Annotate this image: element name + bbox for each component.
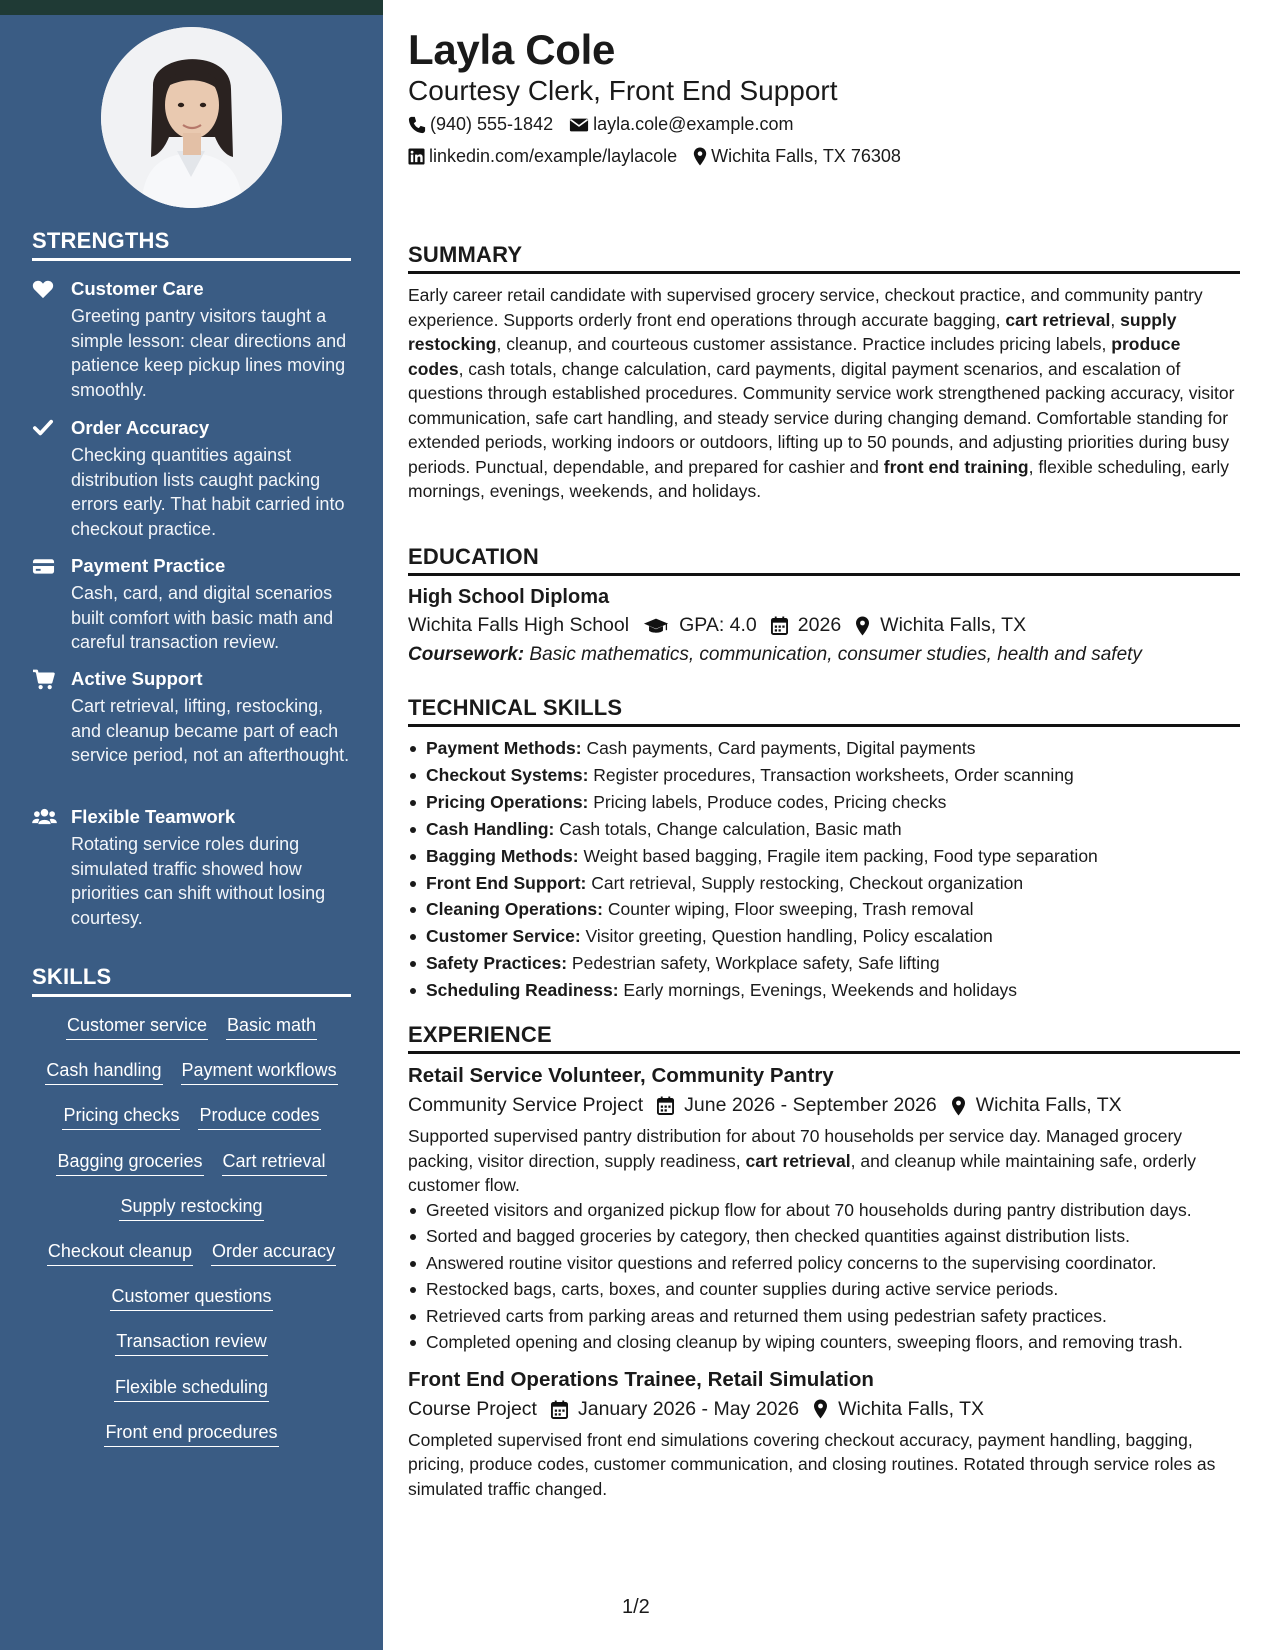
- text-run: ,: [1110, 309, 1121, 330]
- skill-category: Front End Support:: [426, 872, 587, 893]
- skill-category: Bagging Methods:: [426, 845, 579, 866]
- skill-values: Pricing labels, Produce codes, Pricing checks: [588, 791, 947, 812]
- skill-row: [32, 1375, 351, 1420]
- experience-bullet: Greeted visitors and organized pickup flow for about 70 households during pantry distribution days.: [408, 1198, 1240, 1223]
- school-location: Wichita Falls, TX: [880, 614, 1027, 636]
- skill-category: Customer Service:: [426, 926, 581, 947]
- shopping-cart-icon: [32, 669, 56, 691]
- job-organization: Course Project: [408, 1397, 537, 1420]
- skill-category: Checkout Systems:: [426, 764, 589, 785]
- job-summary: [408, 1124, 1240, 1198]
- experience-bullet: Sorted and bagged groceries by category, then checked quantities against distribution lists.: [408, 1224, 1240, 1249]
- coursework-text: Basic mathematics, communication, consumer studies, health and safety: [524, 644, 1142, 665]
- strengths-section: [32, 228, 351, 928]
- technical-skill-item: [408, 735, 1240, 762]
- strength-title: Customer Care: [71, 278, 204, 299]
- skill-category: Pricing Operations:: [426, 791, 589, 812]
- bold-keyword: cart retrieval: [1005, 309, 1111, 330]
- skill-category: Cleaning Operations:: [426, 899, 603, 920]
- skill-tag: Transaction review: [115, 1329, 267, 1356]
- graduation-year: 2026: [797, 614, 842, 636]
- text-run: , and cleanup while maintaining safe, orderly customer flow.: [408, 1150, 1196, 1195]
- technical-skill-item: [408, 977, 1240, 1004]
- education-meta: [408, 614, 1240, 637]
- skill-row: [32, 1329, 351, 1374]
- sidebar-top-bar: [0, 0, 383, 15]
- strength-description: Greeting pantry visitors taught a simple lesson: clear directions and patience keep pickup lines moving smoothly.: [71, 306, 347, 400]
- graduation-cap-icon: [643, 617, 669, 635]
- coursework-label: Coursework:: [408, 644, 525, 665]
- experience-section: [408, 1022, 1240, 1501]
- sidebar: [0, 0, 383, 1650]
- email-text[interactable]: layla.cole@example.com: [593, 114, 794, 134]
- gpa: GPA: 4.0: [679, 614, 757, 636]
- map-pin-icon: [813, 1399, 828, 1419]
- page-number: 1/2: [622, 1596, 650, 1618]
- job-meta: [408, 1094, 1240, 1117]
- bold-keyword: front end training: [883, 456, 1029, 477]
- strength-description: Checking quantities against distribution lists caught packing errors early. That habit carried into checkout practice.: [71, 445, 345, 539]
- skill-row: [32, 1420, 351, 1465]
- text-run: Completed supervised front end simulations covering checkout accuracy, payment handling, bagging, pricing, produce codes, customer communication, and closing routines. Rotated through service roles as simulated traffic changed.: [408, 1429, 1216, 1499]
- experience-heading: EXPERIENCE: [408, 1022, 1240, 1054]
- technical-skills-heading: TECHNICAL SKILLS: [408, 695, 1240, 727]
- location-text: Wichita Falls, TX 76308: [711, 146, 901, 166]
- strengths-heading: STRENGTHS: [32, 228, 351, 261]
- skill-row: [32, 1239, 351, 1284]
- skill-category: Safety Practices:: [426, 953, 568, 974]
- degree-title: High School Diploma: [408, 586, 610, 608]
- summary-heading: SUMMARY: [408, 242, 1240, 274]
- skill-values: Cash totals, Change calculation, Basic math: [554, 818, 902, 839]
- strength-title: Flexible Teamwork: [71, 806, 236, 827]
- avatar: [101, 27, 282, 208]
- job-title: Front End Operations Trainee, Retail Simulation: [408, 1367, 874, 1391]
- job-summary: [408, 1428, 1240, 1502]
- job-dates: June 2026 - September 2026: [684, 1094, 937, 1116]
- map-pin-icon: [855, 616, 870, 636]
- summary-text: [408, 283, 1240, 504]
- experience-bullet: Completed opening and closing cleanup by wiping counters, sweeping floors, and removing trash.: [408, 1330, 1240, 1355]
- technical-skill-item: [408, 816, 1240, 843]
- skill-tag: Supply restocking: [119, 1194, 263, 1221]
- skill-tag: Bagging groceries: [56, 1149, 203, 1176]
- users-icon: [32, 807, 56, 829]
- skill-values: Early mornings, Evenings, Weekends and holidays: [618, 980, 1018, 1001]
- job-location: Wichita Falls, TX: [975, 1094, 1122, 1116]
- text-run: Early career retail candidate with supervised grocery service, checkout practice, and community pantry experience. Supports orderly front end operations through accurate bagging,: [408, 285, 1203, 330]
- bold-keyword: supply restocking: [408, 309, 1177, 354]
- skill-row: [32, 1194, 351, 1239]
- skill-values: Cash payments, Card payments, Digital payments: [581, 738, 976, 758]
- skill-values: Cart retrieval, Supply restocking, Checkout organization: [586, 872, 1024, 893]
- phone-text: (940) 555-1842: [430, 114, 554, 134]
- experience-bullet: Retrieved carts from parking areas and returned them using pedestrian safety practices.: [408, 1304, 1240, 1329]
- technical-skill-item: [408, 870, 1240, 897]
- skill-row: [32, 1284, 351, 1329]
- skill-tag: Cart retrieval: [222, 1149, 327, 1176]
- calendar-icon: [551, 1400, 568, 1419]
- linkedin-text[interactable]: linkedin.com/example/laylacole: [429, 146, 678, 166]
- strength-title: Order Accuracy: [71, 417, 210, 438]
- calendar-icon: [657, 1096, 674, 1115]
- skill-row: [32, 1058, 351, 1103]
- technical-skill-item: [408, 896, 1240, 923]
- candidate-name: Layla Cole: [408, 26, 616, 73]
- candidate-role: Courtesy Clerk, Front End Support: [408, 75, 838, 106]
- skill-tag: Front end procedures: [104, 1420, 278, 1447]
- check-icon: [32, 418, 56, 440]
- experience-bullet: Restocked bags, carts, boxes, and counter supplies during active service periods.: [408, 1277, 1240, 1302]
- coursework: [408, 644, 1240, 666]
- text-run: , flexible scheduling, early mornings, evenings, weekends, and holidays.: [408, 456, 1229, 501]
- strength-title: Active Support: [71, 668, 203, 689]
- skill-category: Scheduling Readiness:: [426, 980, 619, 1001]
- bold-keyword: cart retrieval: [745, 1150, 851, 1171]
- text-run: , cleanup, and courteous customer assistance. Practice includes pricing labels,: [496, 334, 1112, 354]
- skills-section: [32, 964, 351, 1442]
- technical-skills-section: [408, 695, 1240, 1004]
- skill-tag: Order accuracy: [211, 1239, 336, 1266]
- map-pin-icon: [951, 1096, 966, 1116]
- education-section: [408, 544, 1240, 666]
- bold-keyword: produce codes: [408, 334, 1181, 379]
- skill-tag: Payment workflows: [181, 1058, 338, 1085]
- text-run: , cash totals, change calculation, card payments, digital payment scenarios, and escalation of questions through established procedures. Community service work strengthened packing accuracy, visitor communication, safe cart handling, and steady service during changing demand. Comfortable standing for extended periods, working indoors or outdoors, lifting up to 50 pounds, and adjusting priorities during busy periods. Punctual, dependable, and prepared for cashier and: [408, 358, 1235, 477]
- experience-bullet: Answered routine visitor questions and referred policy concerns to the supervising coordinator.: [408, 1251, 1240, 1276]
- skill-tag: Customer questions: [110, 1284, 272, 1311]
- skill-category: Payment Methods:: [426, 738, 582, 758]
- technical-skill-item: [408, 789, 1240, 816]
- job-title: Retail Service Volunteer, Community Pantry: [408, 1064, 834, 1087]
- skill-tag: Pricing checks: [62, 1103, 180, 1130]
- skill-category: Cash Handling:: [426, 818, 555, 839]
- strength-description: Rotating service roles during simulated traffic showed how priorities can shift without losing courtesy.: [71, 834, 326, 928]
- summary-section: [408, 242, 1240, 504]
- linkedin-icon: [408, 148, 425, 165]
- skill-values: Visitor greeting, Question handling, Policy escalation: [580, 926, 993, 947]
- skill-values: Register procedures, Transaction worksheets, Order scanning: [588, 764, 1074, 785]
- job-dates: January 2026 - May 2026: [577, 1397, 800, 1420]
- technical-skill-item: [408, 923, 1240, 950]
- skill-tag: Produce codes: [198, 1103, 320, 1130]
- strength-title: Payment Practice: [71, 555, 226, 576]
- map-pin-icon: [693, 147, 707, 166]
- phone-icon: [408, 116, 426, 134]
- skill-tag: Customer service: [66, 1013, 208, 1040]
- skill-values: Counter wiping, Floor sweeping, Trash removal: [602, 899, 974, 920]
- skill-tag: Flexible scheduling: [114, 1375, 269, 1402]
- strength-description: Cash, card, and digital scenarios built comfort with basic math and careful transaction review.: [71, 583, 334, 652]
- contact-linkedin-location: [408, 146, 901, 167]
- skills-heading: SKILLS: [32, 964, 351, 997]
- job-organization: Community Service Project: [408, 1094, 644, 1116]
- skill-row: [32, 1013, 351, 1058]
- skills-list: [32, 1013, 351, 1465]
- skill-tag: Basic math: [226, 1013, 317, 1040]
- job-meta: [408, 1398, 1240, 1421]
- school-name: Wichita Falls High School: [408, 614, 630, 636]
- job-location: Wichita Falls, TX: [838, 1397, 985, 1420]
- technical-skills-list: [408, 735, 1240, 1004]
- text-run: Supported supervised pantry distribution for about 70 households per service day. Managed grocery packing, visitor direction, supply readiness,: [408, 1126, 1183, 1171]
- skill-row: [32, 1103, 351, 1148]
- heart-icon: [32, 279, 56, 301]
- envelope-icon: [569, 117, 589, 133]
- calendar-icon: [771, 616, 788, 635]
- skill-tag: Cash handling: [45, 1058, 162, 1085]
- skill-tag: Checkout cleanup: [47, 1239, 193, 1266]
- skill-values: Pedestrian safety, Workplace safety, Safe lifting: [567, 953, 940, 974]
- contact-phone[interactable]: [408, 114, 793, 135]
- education-heading: EDUCATION: [408, 544, 1240, 576]
- skill-row: [32, 1149, 351, 1194]
- job-bullets: [408, 1198, 1240, 1355]
- strength-description: Cart retrieval, lifting, restocking, and cleanup became part of each service period, not an afterthought.: [71, 696, 350, 765]
- skill-values: Weight based bagging, Fragile item packing, Food type separation: [578, 845, 1098, 866]
- technical-skill-item: [408, 950, 1240, 977]
- technical-skill-item: [408, 843, 1240, 870]
- credit-card-icon: [32, 556, 56, 578]
- technical-skill-item: [408, 762, 1240, 789]
